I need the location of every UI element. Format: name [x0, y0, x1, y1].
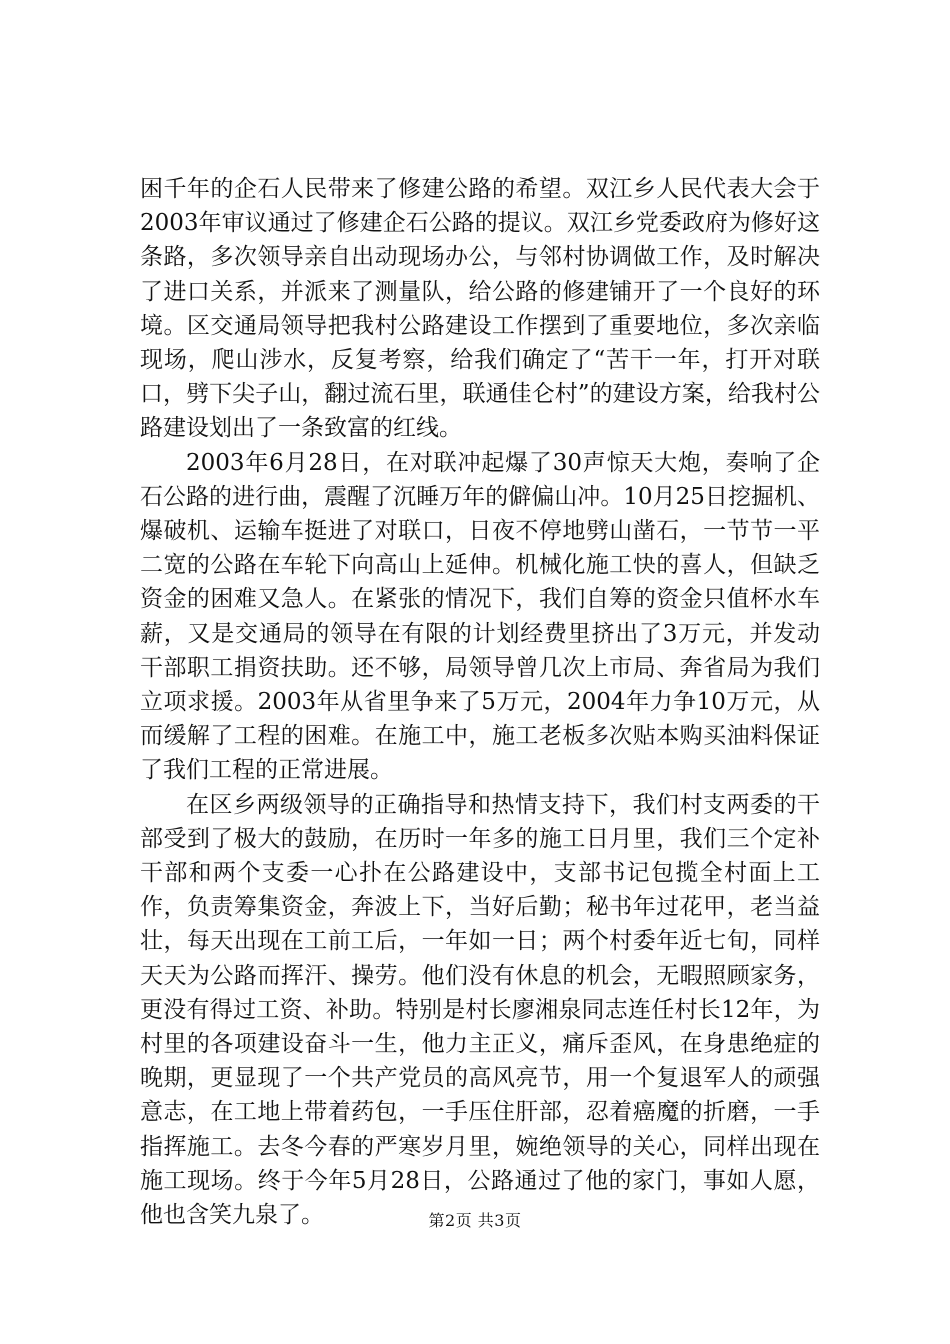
paragraph-1: 困千年的企石人民带来了修建公路的希望。双江乡人民代表大会于2003年审议通过了修建企石公路的提议。双江乡党委政府为修好这条路，多次领导亲自出动现场办公，与邻村协调做工作，及时解决了进口关系，并派来了测量队，给公路的修建铺开了一个良好的环境。区交通局领导把我村公路建设工作摆到了重要地位，多次亲临现场，爬山涉水，反复考察，给我们确定了“苦干一年，打开对联口，劈下尖子山，翻过流石里，联通佳仑村”的建设方案，给我村公路建设划出了一条致富的红线。 [140, 176, 820, 442]
document-body [140, 172, 820, 1232]
paragraph-2: 2003年6月28日，在对联冲起爆了30声惊天大炮，奏响了企石公路的进行曲，震醒了沉睡万年的僻偏山冲。10月25日挖掘机、爆破机、运输车挺进了对联口，日夜不停地劈山凿石，一节节一平二宽的公路在车轮下向高山上延伸。机械化施工快的喜人，但缺乏资金的困难又急人。在紧张的情况下，我们自筹的资金只值杯水车薪，又是交通局的领导在有限的计划经费里挤出了3万元，并发动干部职工捐资扶助。还不够，局领导曾几次上市局、奔省局为我们立项求援。2003年从省里争来了5万元，2004年力争10万元，从而缓解了工程的困难。在施工中，施工老板多次贴本购买油料保证了我们工程的正常进展。 [140, 449, 820, 784]
page-footer: 第2页 共3页 [428, 1211, 522, 1230]
paragraph-3: 在区乡两级领导的正确指导和热情支持下，我们村支两委的干部受到了极大的鼓励，在历时一年多的施工日月里，我们三个定补干部和两个支委一心扑在公路建设中，支部书记包揽全村面上工作，负责筹集资金，奔波上下，当好后勤；秘书年过花甲，老当益壮，每天出现在工前工后，一年如一日；两个村委年近七旬，同样天天为公路而挥汗、操劳。他们没有休息的机会，无暇照顾家务，更没有得过工资、补助。特别是村长廖湘泉同志连任村长12年，为村里的各项建设奋斗一生，他力主正义，痛斥歪风，在身患绝症的晚期，更显现了一个共产党员的高风亮节，用一个复退军人的顽强意志，在工地上带着药包，一手压住肝部，忍着癌魔的折磨，一手指挥施工。去冬今春的严寒岁月里，婉绝领导的关心，同样出现在施工现场。终于今年5月28日，公路通过了他的家门，事如人愿，他也含笑九泉了。 [140, 791, 820, 1229]
